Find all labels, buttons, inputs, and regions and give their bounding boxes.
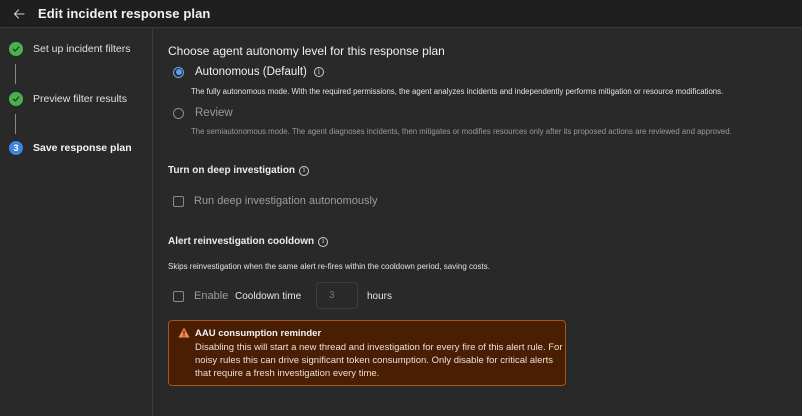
cooldown-title-label: Alert reinvestigation cooldown [168,236,315,247]
step-label: Save response plan [33,142,132,154]
autonomy-title: Choose agent autonomy level for this response plan [168,44,445,58]
warning-triangle-icon [178,327,190,338]
page-title: Edit incident response plan [38,6,211,21]
radio-selected-icon[interactable] [173,67,184,78]
info-icon[interactable]: i [299,166,309,176]
enable-cooldown-checkbox[interactable] [173,290,228,302]
step-connector [15,64,16,84]
check-circle-icon [9,42,23,56]
aau-warning-banner [168,320,566,386]
page-header [0,0,802,28]
radio-label: Autonomous (Default) [195,66,307,78]
checkbox[interactable] [173,196,184,207]
deep-investigation-label: Turn on deep investigation [168,165,296,176]
step-save-response-plan[interactable] [9,141,132,155]
cooldown-description: Skips reinvestigation when the same alert re-fires within the cooldown period, saving costs. [168,262,490,271]
deep-investigation-title [168,165,309,176]
autonomous-description: The fully autonomous mode. With the required permissions, the agent analyzes incidents and independently performs mitigation or resource modifications. [191,87,724,96]
cooldown-time-label: Cooldown time [235,291,302,302]
check-circle-icon [9,92,23,106]
deep-investigation-checkbox[interactable] [173,195,377,207]
step-set-up-incident-filters[interactable] [9,42,130,56]
step-label: Preview filter results [33,93,127,105]
back-button[interactable] [10,5,28,23]
radio-autonomous[interactable] [173,66,324,78]
checkbox[interactable] [173,291,184,302]
warning-title: AAU consumption reminder [195,328,322,339]
hours-unit-label: hours [367,291,393,302]
radio-review[interactable] [173,107,233,119]
step-connector [15,114,16,134]
radio-label: Review [195,107,233,119]
info-icon[interactable]: i [318,237,328,247]
review-description: The semiautonomous mode. The agent diagnoses incidents, then mitigates or modifies resources only after its proposed actions are reviewed and approved. [191,127,732,136]
arrow-left-icon [13,9,25,19]
wizard-steps [0,28,153,416]
step-number-badge: 3 [9,141,23,155]
main-content [168,28,798,416]
radio-unselected-icon[interactable] [173,108,184,119]
warning-body: Disabling this will start a new thread and investigation for every fire of this alert rule. For noisy rules this can drive significant token consumption. Only disable for critical alerts that require a fresh investigation every time. [195,342,563,379]
cooldown-time-input[interactable] [316,282,358,309]
checkbox-label: Run deep investigation autonomously [194,195,378,207]
checkbox-label: Enable [194,290,229,302]
info-icon[interactable]: i [314,67,324,77]
cooldown-title [168,236,328,247]
step-label: Set up incident filters [33,43,131,55]
step-preview-filter-results[interactable] [9,92,127,106]
